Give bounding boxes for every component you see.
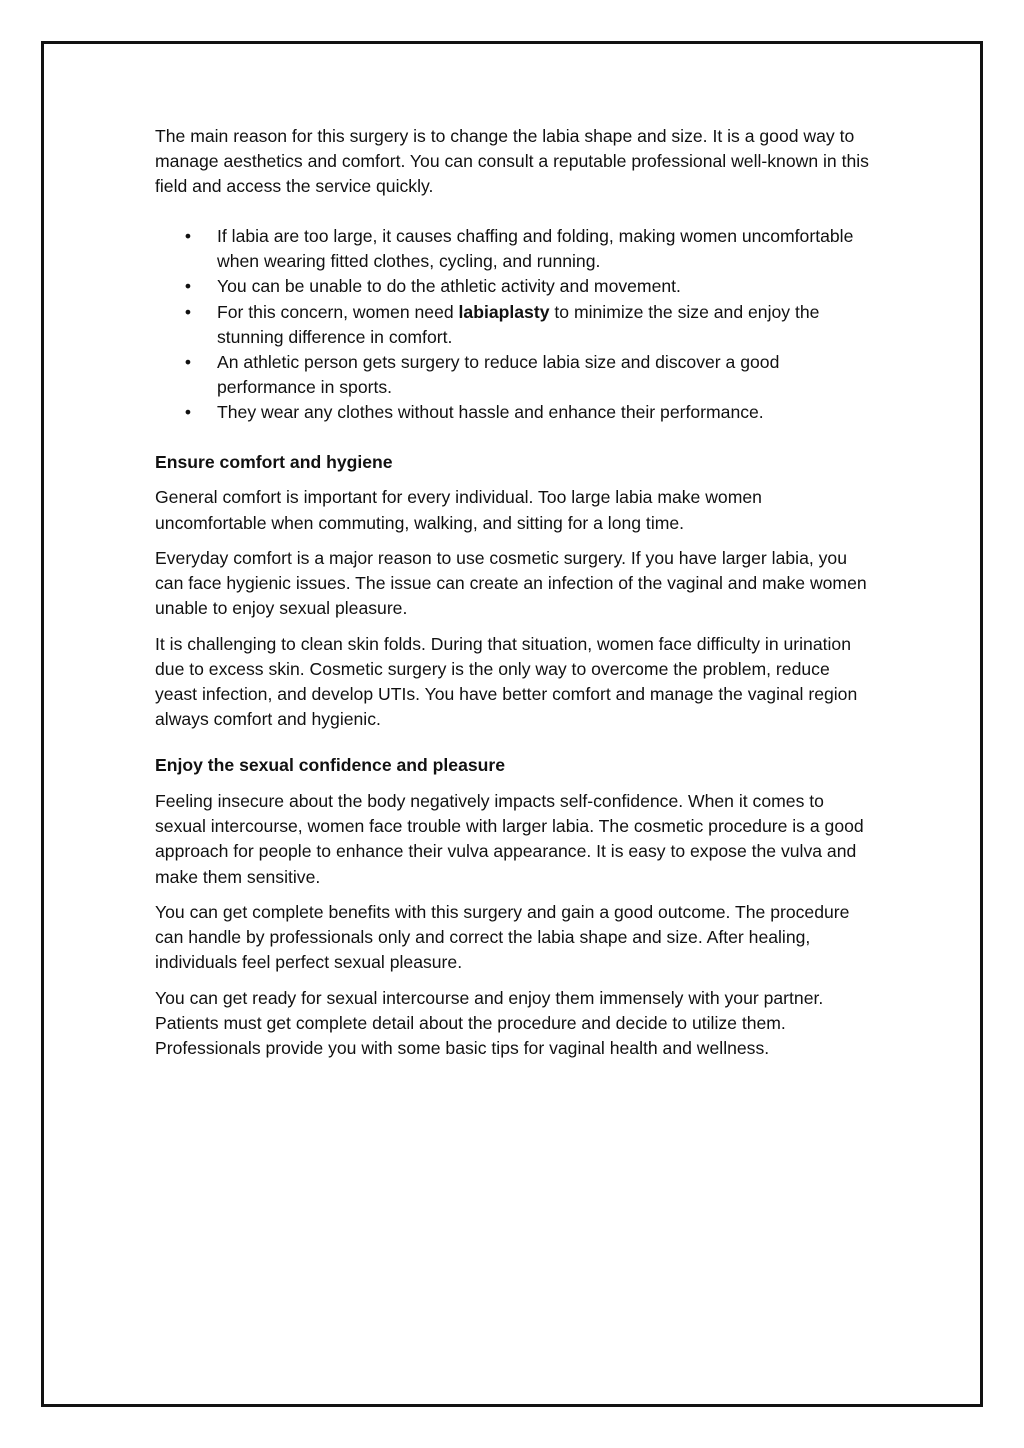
bullet-dot: • — [184, 301, 192, 322]
list-item-text: An athletic person gets surgery to reduce labia size and discover a good performance in sports. — [217, 352, 780, 398]
section-heading-comfort: Ensure comfort and hygiene — [155, 451, 393, 472]
list-item-text: If labia are too large, it causes chaffing and folding, making women uncomfortable when wearing fitted clothes, cycling, and running. — [217, 226, 854, 272]
list-item — [155, 400, 875, 425]
list-item — [155, 300, 875, 350]
list-item — [155, 274, 875, 299]
bullet-dot: • — [184, 276, 192, 297]
section-paragraph: Feeling insecure about the body negatively impacts self-confidence. When it comes to sexual intercourse, women face trouble with larger labia. The cosmetic procedure is a good approach for people to enhance their vulva appearance. It is easy to expose the vulva and make them sensitive. — [155, 791, 864, 887]
bullet-dot: • — [184, 226, 192, 246]
document-body — [155, 124, 875, 1072]
benefits-list — [155, 224, 875, 426]
section-paragraph: General comfort is important for every individual. Too large labia make women uncomfortable when commuting, walking, and sitting for a long time. — [155, 487, 762, 533]
list-item-text-before: For this concern, women need — [217, 301, 459, 322]
list-item — [155, 350, 875, 400]
list-item-text: They wear any clothes without hassle and enhance their performance. — [217, 402, 764, 423]
list-item-text — [217, 302, 819, 347]
labiaplasty-term: labiaplasty — [458, 301, 550, 322]
bullet-dot: • — [184, 402, 192, 423]
intro-paragraph: The main reason for this surgery is to change the labia shape and size. It is a good way to manage aesthetics and comfort. You can consult a reputable professional well-known in this field and access the service quickly. — [155, 126, 869, 197]
section-paragraph: Everyday comfort is a major reason to use cosmetic surgery. If you have larger labia, you can face hygienic issues. The issue can create an infection of the vaginal and make women unable to enjoy sexual pleasure. — [155, 548, 867, 619]
section-heading-confidence: Enjoy the sexual confidence and pleasure — [155, 755, 506, 776]
section-paragraph: It is challenging to clean skin folds. During that situation, women face difficulty in urination due to excess skin. Cosmetic surgery is the only way to overcome the problem, reduce yeast infection, and develop UTIs. You have better comfort and manage the vaginal region always comfort and hygienic. — [155, 633, 858, 730]
list-item-text-after: to minimize the size and enjoy the stunning difference in comfort. — [217, 301, 820, 347]
list-item — [155, 224, 875, 274]
section-paragraph: You can get complete benefits with this surgery and gain a good outcome. The procedure can handle by professionals only and correct the labia shape and size. After healing, individuals feel perfect sexual pleasure. — [155, 902, 850, 973]
bullet-dot: • — [184, 352, 192, 373]
list-item-text: You can be unable to do the athletic activity and movement. — [217, 276, 681, 297]
section-paragraph: You can get ready for sexual intercourse and enjoy them immensely with your partner. Patients must get complete detail about the procedure and decide to utilize them. Professionals provide you with some basic tips for vaginal health and wellness. — [155, 987, 824, 1059]
